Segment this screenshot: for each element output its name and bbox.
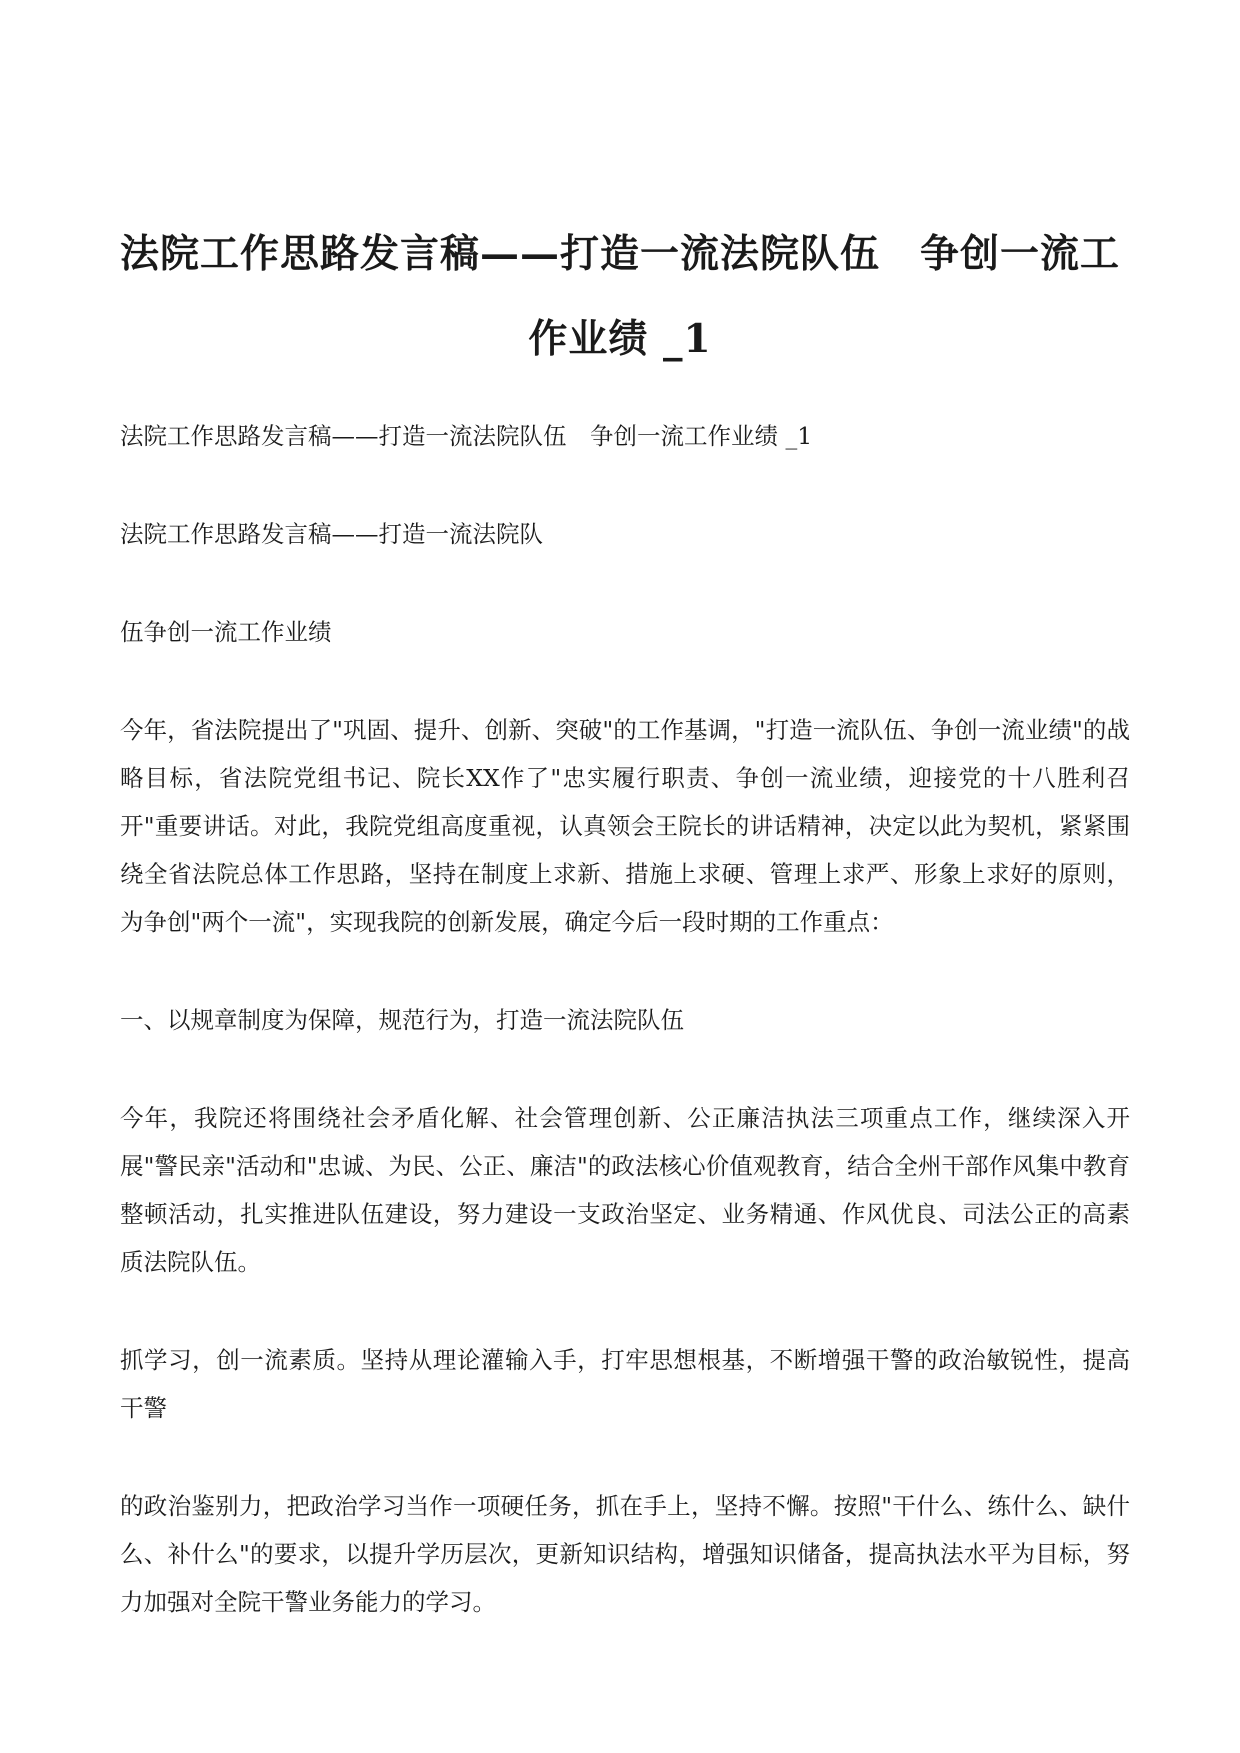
paragraph-intro: 今年，省法院提出了"巩固、提升、创新、突破"的工作基调，"打造一流队伍、争创一流业绩"的战略目标，省法院党组书记、院长XX作了"忠实履行职责、争创一流业绩，迎接党的十八胜利召开"重要讲话。对此，我院党组高度重视，认真领会王院长的讲话精神，决定以此为契机，紧紧围绕全省法院总体工作思路，坚持在制度上求新、措施上求硬、管理上求严、形象上求好的原则，为争创"两个一流"，实现我院的创新发展，确定今后一段时期的工作重点： (120, 716, 1130, 936)
paragraph-political: 的政治鉴别力，把政治学习当作一项硬任务，抓在手上，坚持不懈。按照"干什么、练什么、缺什么、补什么"的要求，以提升学历层次，更新知识结构，增强知识储备，提高执法水平为目标，努力加强对全院干警业务能力的学习。 (120, 1492, 1130, 1616)
paragraph-study: 抓学习，创一流素质。坚持从理论灌输入手，打牢思想根基，不断增强干警的政治敏锐性，提高干警 (120, 1346, 1130, 1422)
paragraph-subtitle-line-2: 伍争创一流工作业绩 (120, 618, 332, 646)
paragraph-subtitle-line-1: 法院工作思路发言稿——打造一流法院队 (120, 520, 543, 548)
document-body (120, 412, 1130, 1676)
paragraph-team-building: 今年，我院还将围绕社会矛盾化解、社会管理创新、公正廉洁执法三项重点工作，继续深入开展"警民亲"活动和"忠诚、为民、公正、廉洁"的政法核心价值观教育，结合全州干部作风集中教育整顿活动，扎实推进队伍建设，努力建设一支政治坚定、业务精通、作风优良、司法公正的高素质法院队伍。 (120, 1104, 1130, 1276)
document-title: 法院工作思路发言稿——打造一流法院队伍 争创一流工作业绩 _1 (119, 231, 1120, 362)
section-heading-1: 一、以规章制度为保障，规范行为，打造一流法院队伍 (120, 1006, 684, 1034)
paragraph-repeat-title: 法院工作思路发言稿——打造一流法院队伍 争创一流工作业绩 _1 (120, 422, 813, 450)
